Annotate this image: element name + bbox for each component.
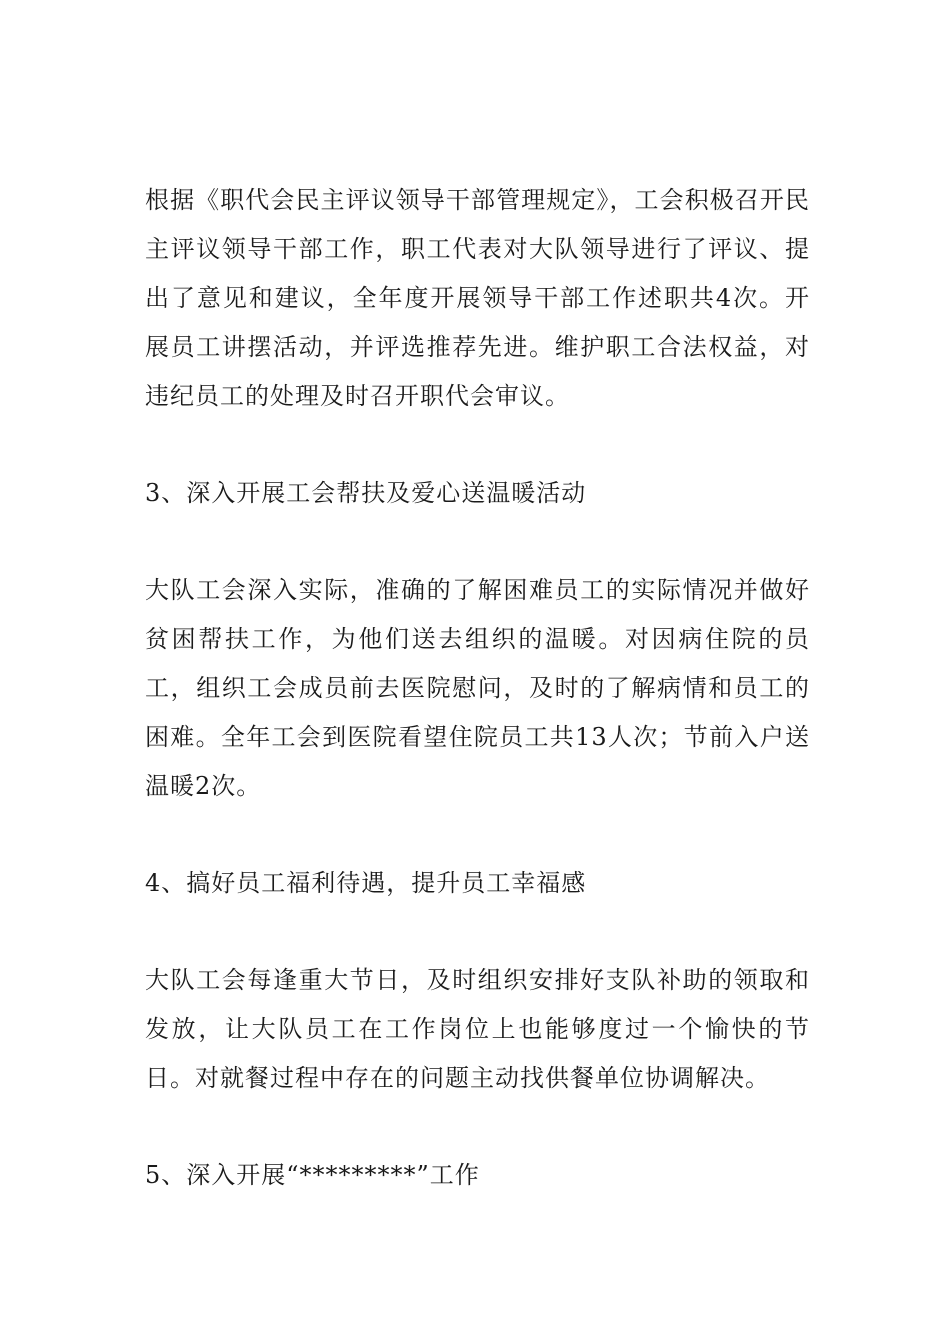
document-body: [145, 176, 810, 1200]
paragraph-assistance: 大队工会深入实际，准确的了解困难员工的实际情况并做好贫困帮扶工作，为他们送去组织的温暖。对因病住院的员工，组织工会成员前去医院慰问，及时的了解病情和员工的困难。全年工会到医院看望住院员工共13人次；节前入户送温暖2次。: [145, 576, 810, 800]
section-heading-4: 4、搞好员工福利待遇，提升员工幸福感: [145, 869, 587, 897]
paragraph-welfare: 大队工会每逢重大节日，及时组织安排好支队补助的领取和发放，让大队员工在工作岗位上也能够度过一个愉快的节日。对就餐过程中存在的问题主动找供餐单位协调解决。: [145, 966, 810, 1092]
section-heading-3: 3、深入开展工会帮扶及爱心送温暖活动: [145, 479, 587, 507]
section-heading-5: 5、深入开展“*********”工作: [145, 1161, 480, 1189]
paragraph-democratic-review: 根据《职代会民主评议领导干部管理规定》，工会积极召开民主评议领导干部工作，职工代表对大队领导进行了评议、提出了意见和建议，全年度开展领导干部工作述职共4次。开展员工讲摆活动，并评选推荐先进。维护职工合法权益，对违纪员工的处理及时召开职代会审议。: [145, 186, 810, 410]
